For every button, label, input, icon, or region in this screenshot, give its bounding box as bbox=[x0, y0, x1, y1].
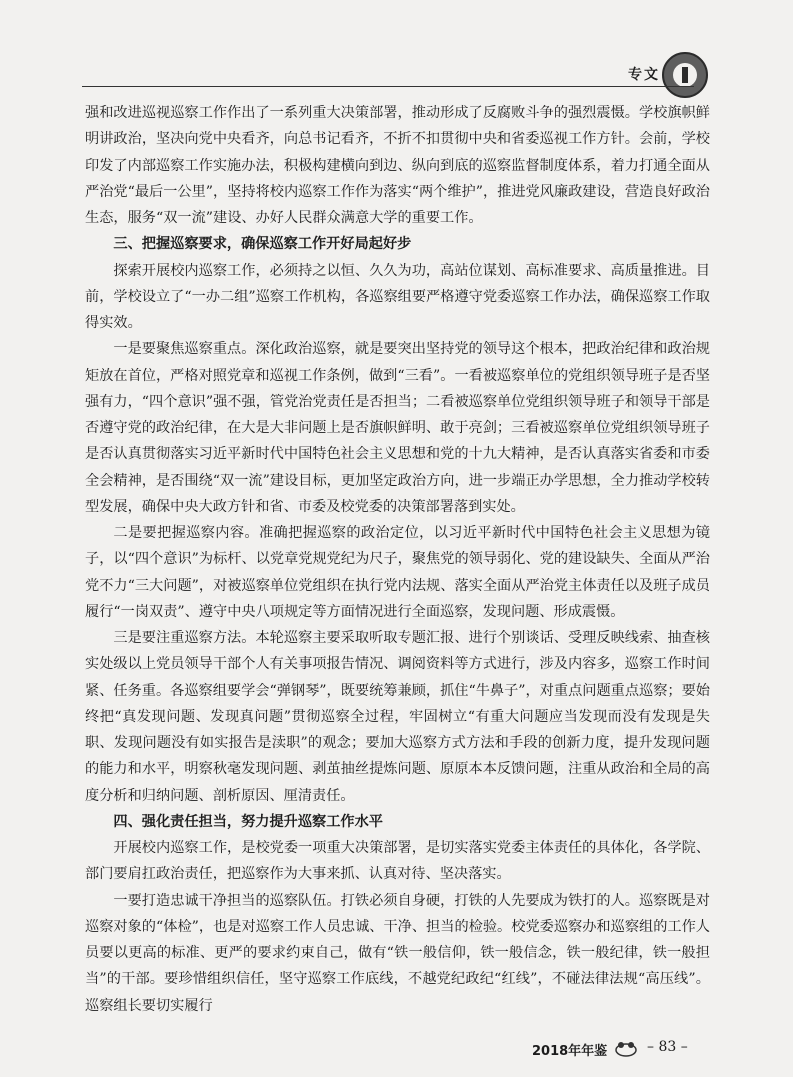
section-label: 专文 bbox=[628, 67, 660, 83]
paragraph-continued: 强和改进巡视巡察工作作出了一系列重大决策部署，推动形成了反腐败斗争的强烈震慑。学校旗帜鲜明讲政治，坚决向党中央看齐，向总书记看齐，不折不扣贯彻中央和省委巡视工作方针。会前，学校印发了内部巡察工作实施办法，积极构建横向到边、纵向到底的巡察监督制度体系，着力打通全面从严治党“最后一公里”，坚持将校内巡察工作作为落实“两个维护”，推进党风廉政建设，营造良好政治生态，服务“双一流”建设、办好人民群众满意大学的重要工作。 bbox=[85, 105, 710, 226]
paragraph: 三是要注重巡察方法。本轮巡察主要采取听取专题汇报、进行个别谈话、受理反映线索、抽查核实处级以上党员领导干部个人有关事项报告情况、调阅资料等方式进行，涉及内容多，巡察工作时间紧、任务重。各巡察组要学会“弹钢琴”，既要统筹兼顾，抓住“牛鼻子”，对重点问题重点巡察；要始终把“真发现问题、发现真问题”贯彻巡察全过程，牢固树立“有重大问题应当发现而没有发现是失职、发现问题没有如实报告是渎职”的观念；要加大巡察方式方法和手段的创新力度，提升发现问题的能力和水平，明察秋毫发现问题、剥茧抽丝提炼问题、原原本本反馈问题，注重从政治和全局的高度分析和归纳问题、剖析原因、厘清责任。 bbox=[85, 630, 710, 804]
yearbook-label: 2018年年鉴 bbox=[532, 1044, 608, 1059]
paragraph: 探索开展校内巡察工作，必须持之以恒、久久为功，高站位谋划、高标准要求、高质量推进。目前，学校设立了“一办二组”巡察工作机构，各巡察组要严格遵守党委巡察工作办法，确保巡察工作取得实效。 bbox=[85, 262, 710, 331]
article-body bbox=[85, 100, 710, 1019]
section-heading-4: 四、强化责任担当，努力提升巡察工作水平 bbox=[113, 813, 383, 830]
university-emblem-icon bbox=[662, 52, 708, 98]
paragraph: 开展校内巡察工作，是校党委一项重大决策部署，是切实落实党委主体责任的具体化，各学院、部门要肩扛政治责任，把巡察作为大事来抓、认真对待、坚决落实。 bbox=[85, 840, 710, 883]
paragraph: 一要打造忠诚干净担当的巡察队伍。打铁必须自身硬，打铁的人先要成为铁打的人。巡察既是对巡察对象的“体检”，也是对巡察工作人员忠诚、干净、担当的检验。校党委巡察办和巡察组的工作人员要以更高的标准、更严的要求约束自己，做有“铁一般信仰，铁一般信念，铁一般纪律，铁一般担当”的干部。要珍惜组织信任，坚守巡察工作底线，不越党纪政纪“红线”，不碰法律法规“高压线”。巡察组长要切实履行 bbox=[85, 892, 710, 1014]
page-number: – 83 – bbox=[647, 1039, 688, 1055]
page-footer bbox=[532, 1036, 722, 1062]
mascot-icon bbox=[612, 1036, 640, 1058]
paragraph: 一是要聚焦巡察重点。深化政治巡察，就是要突出坚持党的领导这个根本，把政治纪律和政治规矩放在首位，严格对照党章和巡视工作条例，做到“三看”。一看被巡察单位的党组织领导班子是否坚强有力，“四个意识”强不强，管党治党责任是否担当；二看被巡察单位党组织领导班子和领导干部是否遵守党的政治纪律，在大是大非问题上是否旗帜鲜明、敢于亮剑；三看被巡察单位党组织领导班子是否认真贯彻落实习近平新时代中国特色社会主义思想和党的十九大精神，是否认真落实省委和市委全会精神，是否围绕“双一流”建设目标，更加坚定政治方向，进一步端正办学思想，全力推动学校转型发展，确保中央大政方针和省、市委及校党委的决策部署落到实处。 bbox=[85, 341, 710, 515]
header-rule bbox=[82, 86, 694, 87]
section-heading-3: 三、把握巡察要求，确保巡察工作开好局起好步 bbox=[113, 236, 412, 253]
paragraph: 二是要把握巡察内容。准确把握巡察的政治定位，以习近平新时代中国特色社会主义思想为镜子，以“四个意识”为标杆、以党章党规党纪为尺子，聚焦党的领导弱化、党的建设缺失、全面从严治党不力“三大问题”，对被巡察单位党组织在执行党内法规、落实全面从严治党主体责任以及班子成员履行“一岗双责”、遵守中央八项规定等方面情况进行全面巡察，发现问题、形成震慑。 bbox=[85, 525, 710, 620]
